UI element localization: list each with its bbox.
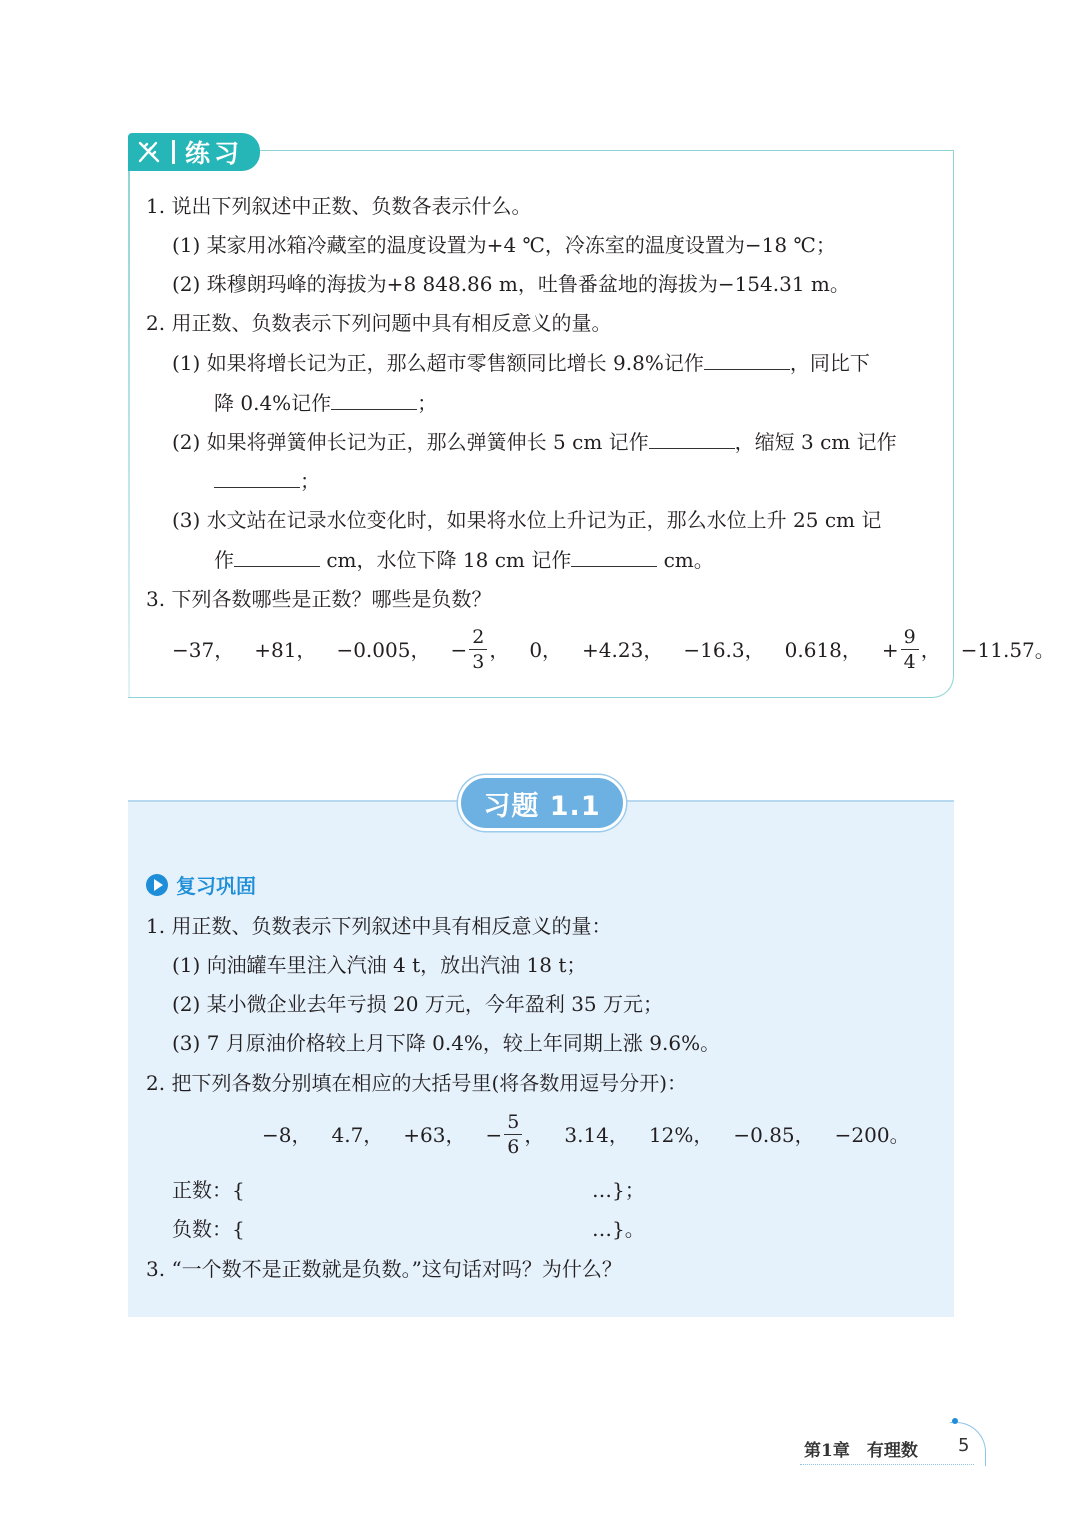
exercise-q1-stem: 1. 用正数、负数表示下列叙述中具有相反意义的量： [146,914,612,938]
number-item: 0， [529,637,563,662]
positive-set-end: …}； [592,1178,645,1202]
fraction-denominator: 4 [903,651,916,673]
page-footer [800,1430,990,1470]
exercise-badge: 习题 1.1 [458,775,626,831]
page-number: 5 [958,1435,970,1456]
practice-q2-part1-line1 [172,348,870,377]
answer-blank [214,466,300,488]
exercise-q2-stem: 2. 把下列各数分别填在相应的大括号里(将各数用逗号分开)： [146,1071,688,1095]
q2-p1-text-c: 降 0.4%记作 [214,391,332,415]
q2-p1-text-b: ，同比下 [789,351,870,375]
practice-q1-part1: (1) 某家用冰箱冷藏室的温度设置为+4 ℃，冷冻室的温度设置为−18 ℃； [172,233,836,257]
number-item: 0.618， [784,637,862,662]
positive-set-label: 正数：{ [172,1178,245,1202]
q2-p3-text-b: 作 [214,548,234,572]
fraction-numerator: 9 [901,625,919,650]
practice-q2-part2-line1 [172,427,897,456]
q2-p1-text-d: ； [417,391,438,415]
fraction-end: ， [524,1122,545,1147]
number-item: −16.3， [683,637,765,662]
number-item-fraction [450,625,509,674]
negative-set-end: …}。 [592,1217,645,1241]
number-item: −0.85， [733,1122,815,1147]
q2-p1-text-a: (1) 如果将增长记为正，那么超市零售额同比增长 9.8%记作 [172,351,704,375]
practice-q1-stem: 1. 说出下列叙述中正数、负数各表示什么。 [146,194,532,218]
practice-q2-part2-line2 [214,466,320,495]
number-item: 12%， [648,1122,714,1147]
fraction-sign: − [450,637,468,662]
practice-q2-stem: 2. 用正数、负数表示下列问题中具有相反意义的量。 [146,311,612,335]
number-item: −8， [262,1122,312,1147]
number-item: −0.005， [336,637,431,662]
fraction [901,625,919,674]
answer-blank [571,545,657,567]
play-triangle-icon [146,874,168,896]
exercise-q2-numbers [262,1110,910,1159]
footer-dotted-line [800,1464,974,1465]
review-section-title: 复习巩固 [176,874,256,898]
answer-blank [704,348,790,370]
number-item-fraction [486,1110,545,1159]
fraction-end: ， [489,637,510,662]
chapter-label: 第1章 有理数 [804,1441,918,1461]
q2-p2-text-a: (2) 如果将弹簧伸长记为正，那么弹簧伸长 5 cm 记作 [172,430,649,454]
number-item: 3.14， [564,1122,629,1147]
fraction-denominator: 6 [507,1136,520,1158]
q2-p3-text-c: cm，水位下降 18 cm 记作 [326,548,572,572]
exercise-q1-part2: (2) 某小微企业去年亏损 20 万元，今年盈利 35 万元； [172,992,664,1016]
answer-blank [649,427,735,449]
fraction [469,625,487,674]
answer-blank [234,545,320,567]
fraction-sign: + [881,637,899,662]
header-separator [172,140,175,164]
exercise-q1-part1: (1) 向油罐车里注入汽油 4 t，放出汽油 18 t； [172,953,587,977]
practice-box-left-border [128,151,130,697]
q2-p2-text-c: ； [300,469,320,493]
footer-dot-decoration [952,1418,958,1424]
number-item: +4.23， [582,637,664,662]
pencil-ruler-icon [136,139,162,165]
negative-set-label: 负数：{ [172,1217,245,1241]
number-item: −37， [172,637,235,662]
practice-q3-numbers [172,625,1055,674]
practice-title: 练习 [185,139,244,168]
practice-q2-part1-line2 [214,388,437,417]
q2-p3-text-d: cm。 [663,548,714,572]
fraction-numerator: 5 [504,1110,522,1135]
fraction-end: ， [920,637,941,662]
number-item: +63， [403,1122,466,1147]
exercise-q3-stem: 3. “一个数不是正数就是负数。”这句话对吗？为什么？ [146,1257,622,1281]
exercise-q1-part3: (3) 7 月原油价格较上月下降 0.4%，较上年同期上涨 9.6%。 [172,1031,721,1055]
practice-q1-part2: (2) 珠穆朗玛峰的海拔为+8 848.86 m，吐鲁番盆地的海拔为−154.31 m。 [172,272,850,296]
practice-q2-part3-line1: (3) 水文站在记录水位变化时，如果将水位上升记为正，那么水位上升 25 cm 记 [172,508,882,532]
number-item: +81， [254,637,317,662]
number-item: 4.7， [331,1122,384,1147]
fraction-sign: − [485,1122,503,1147]
fraction-denominator: 3 [472,651,485,673]
fraction-numerator: 2 [469,625,487,650]
answer-blank [331,388,417,410]
fraction [504,1110,522,1159]
number-item: −11.57。 [960,637,1055,662]
number-item-fraction [882,625,941,674]
review-section-heading [146,870,256,899]
practice-header [128,133,260,171]
footer-arc-decoration [950,1422,986,1466]
number-item: −200。 [834,1122,910,1147]
q2-p2-text-b: ，缩短 3 cm 记作 [734,430,897,454]
practice-q2-part3-line2 [214,545,714,574]
practice-q3-stem: 3. 下列各数哪些是正数？哪些是负数？ [146,587,492,611]
